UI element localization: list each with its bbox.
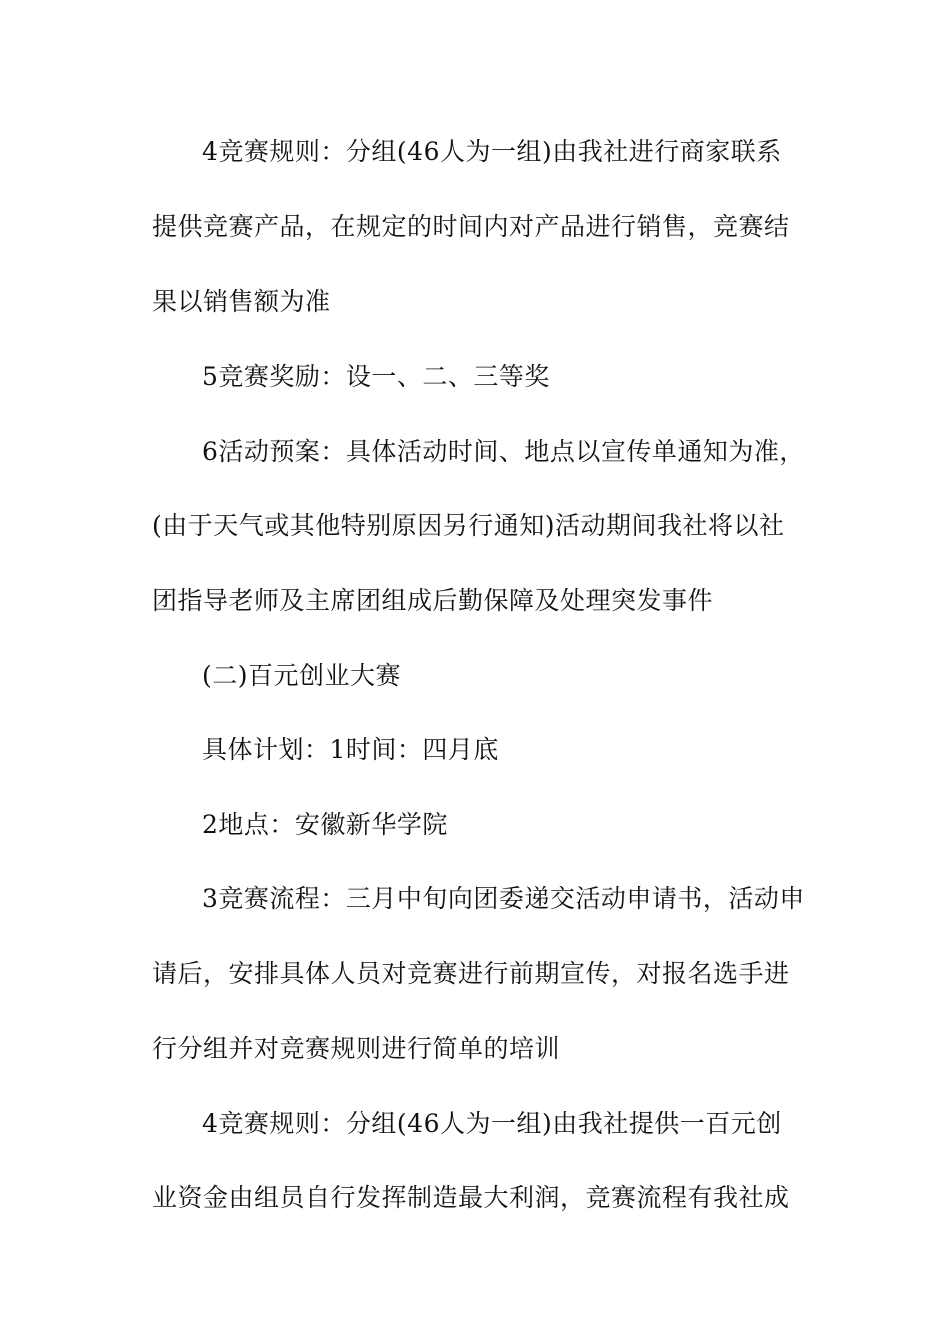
paragraph-line: 业资金由组员自行发挥制造最大利润，竞赛流程有我社成: [152, 1183, 790, 1212]
paragraph-line: 团指导老师及主席团组成后勤保障及处理突发事件: [152, 586, 714, 615]
paragraph-line: 4竞赛规则：分组(46人为一组)由我社提供一百元创: [202, 1109, 782, 1138]
paragraph-line: (由于天气或其他特别原因另行通知)活动期间我社将以社: [152, 511, 785, 540]
paragraph-line: 4竞赛规则：分组(46人为一组)由我社进行商家联系: [202, 137, 782, 166]
paragraph-line: 5竞赛奖励：设一、二、三等奖: [202, 362, 550, 391]
paragraph-line: 3竞赛流程：三月中旬向团委递交活动申请书，活动申: [202, 884, 805, 913]
paragraph-line: 行分组并对竞赛规则进行简单的培训: [152, 1034, 561, 1063]
paragraph-line: 具体计划：1时间：四月底: [202, 735, 499, 764]
paragraph-line: 果以销售额为准: [152, 287, 331, 316]
section-heading: (二)百元创业大赛: [202, 661, 402, 690]
paragraph-line: 6活动预案：具体活动时间、地点以宣传单通知为准，: [202, 437, 805, 466]
paragraph-line: 提供竞赛产品，在规定的时间内对产品进行销售，竞赛结: [152, 212, 790, 241]
paragraph-line: 请后，安排具体人员对竞赛进行前期宣传，对报名选手进: [152, 959, 790, 988]
paragraph-line: 2地点：安徽新华学院: [202, 810, 448, 839]
